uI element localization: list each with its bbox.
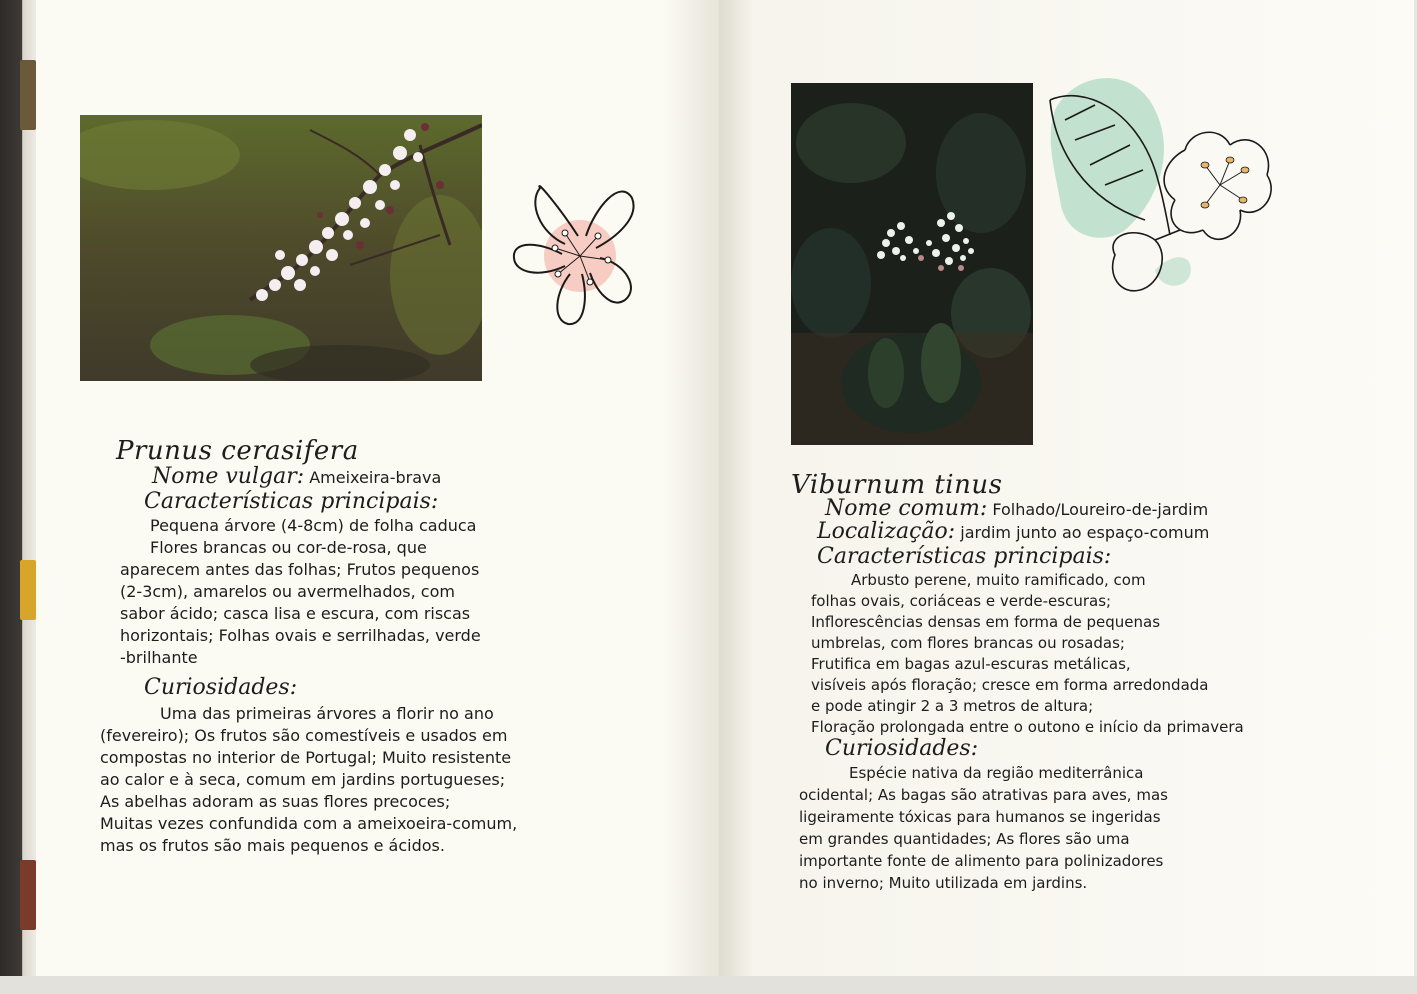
text-line: folhas ovais, coriáceas e verde-escuras; [811,592,1112,610]
notebook-spread [36,0,1414,976]
characteristics-label: Características principais: [817,544,1112,569]
text-line: umbrelas, com flores brancas ou rosadas; [811,634,1125,652]
edge-tab [20,560,36,620]
text-line: As abelhas adoram as suas flores precoces; [100,792,451,811]
text-line: ligeiramente tóxicas para humanos se ingeridas [799,808,1161,826]
characteristics-text [120,515,696,669]
text-line: mas os frutos são mais pequenos e ácidos. [100,836,445,855]
curiosities-text [799,762,1401,894]
common-name-label: Nome comum: [825,496,988,521]
text-line: (2-3cm), amarelos ou avermelhados, com [120,582,455,601]
characteristics-text [811,570,1401,738]
prunus-photo-image [80,115,482,381]
edge-tab [20,860,36,930]
characteristics-label: Características principais: [144,489,439,514]
text-line: Frutifica em bagas azul-escuras metálicas, [811,655,1131,673]
text-line: importante fonte de alimento para polinizadores [799,852,1164,870]
curiosities-label: Curiosidades: [144,675,298,700]
text-line: sabor ácido; casca lisa e escura, com riscas [120,604,471,623]
left-page [36,0,719,976]
prunus-notes [100,436,696,857]
edge-tab [20,60,36,130]
text-line: Muitas vezes confundida com a ameixoeira-comum, [100,814,518,833]
bottom-band [0,976,1417,994]
curiosities-text [100,703,696,857]
prunus-title: Prunus cerasifera [116,436,359,466]
text-line: no inverno; Muito utilizada em jardins. [799,874,1088,892]
text-line: Flores brancas ou cor-de-rosa, que [150,538,427,557]
viburnum-flower-sketch [1045,70,1285,310]
text-line: ao calor e à seca, comum em jardins portugueses; [100,770,506,789]
viburnum-notes [791,470,1401,894]
text-line: Arbusto perene, muito ramificado, com [851,571,1146,589]
right-page [719,0,1414,976]
text-line: Pequena árvore (4-8cm) de folha caduca [150,516,477,535]
text-line: aparecem antes das folhas; Frutos pequenos [120,560,480,579]
text-line: Uma das primeiras árvores a florir no ano [160,704,494,723]
notebook-edge [0,0,40,994]
text-line: visíveis após floração; cresce em forma arredondada [811,676,1209,694]
text-line: e pode atingir 2 a 3 metros de altura; [811,697,1094,715]
viburnum-common-name-row [825,498,1401,521]
viburnum-location-row [817,521,1401,544]
text-line: -brilhante [120,648,198,667]
curiosities-label: Curiosidades: [825,736,979,761]
text-line: Espécie nativa da região mediterrânica [849,764,1144,782]
text-line: em grandes quantidades; As flores são uma [799,830,1130,848]
viburnum-title: Viburnum tinus [791,470,1003,500]
prunus-photo [80,115,482,381]
common-name-label: Nome vulgar: [152,464,305,489]
text-line: compostas no interior de Portugal; Muito resistente [100,748,512,767]
prunus-common-name-row [152,466,696,489]
text-line: ocidental; As bagas são atrativas para aves, mas [799,786,1168,804]
text-line: (fevereiro); Os frutos são comestíveis e usados em [100,726,508,745]
location-value: jardim junto ao espaço-comum [960,523,1210,542]
common-name-value: Folhado/Loureiro-de-jardim [992,500,1209,519]
viburnum-photo [791,83,1033,445]
viburnum-photo-image [791,83,1033,445]
common-name-value: Ameixeira-brava [309,468,442,487]
prunus-flower-sketch [510,178,640,330]
location-label: Localização: [817,519,956,544]
text-line: Inflorescências densas em forma de pequenas [811,613,1161,631]
text-line: Floração prolongada entre o outono e início da primavera [811,718,1244,736]
text-line: horizontais; Folhas ovais e serrilhadas, verde [120,626,481,645]
